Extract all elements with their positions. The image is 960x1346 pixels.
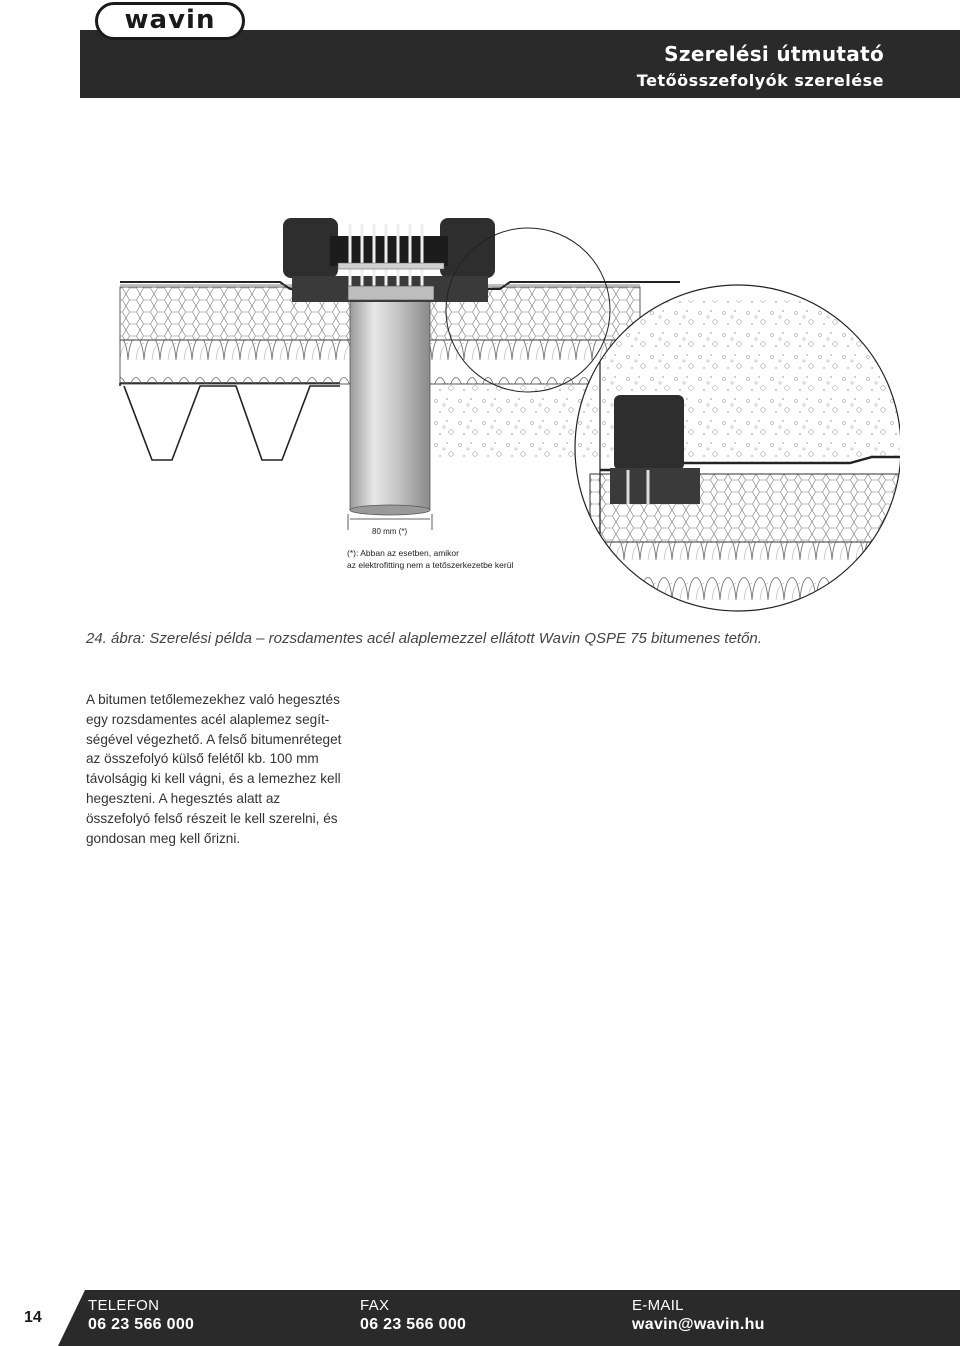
body-line: hegeszteni. A hegesztés alatt az (86, 790, 281, 806)
figure-caption: 24. ábra: Szerelési példa – rozsdamentes acél alaplemezzel ellátott Wavin QSPE 75 bitumenes tetőn. (86, 630, 762, 647)
figure-note-line: az elektrofitting nem a tetőszerkezetbe kerül (347, 560, 514, 570)
body-line: A bitumen tetőlemezekhez való hegesztés (86, 692, 340, 707)
body-paragraph (86, 690, 356, 848)
page-subtitle: Tetőösszefolyók szerelése (636, 71, 884, 90)
page-title: Szerelési útmutató (664, 42, 884, 66)
drain-body-left (283, 218, 338, 278)
fax-value: 06 23 566 000 (360, 1316, 467, 1333)
steel-deck (120, 383, 340, 460)
figure-note-line: (*): Abban az esetben, amikor (347, 548, 459, 558)
phone-label: TELEFON (88, 1297, 160, 1314)
fax-label: FAX (360, 1297, 390, 1314)
page-number: 14 (24, 1309, 42, 1326)
leaf-guard-grate (350, 224, 422, 288)
body-line: az összefolyó külső felétől kb. 100 mm (86, 751, 319, 767)
wavin-logo (95, 2, 245, 40)
footer-email (632, 1297, 765, 1334)
logo-text: wavin (124, 5, 216, 35)
figure-note (347, 547, 513, 571)
drain-body-right (440, 218, 495, 278)
email-value: wavin@wavin.hu (632, 1316, 765, 1333)
email-label: E-MAIL (632, 1297, 684, 1314)
phone-value: 06 23 566 000 (88, 1316, 195, 1333)
body-line: egy rozsdamentes acél alaplemez segít- (86, 711, 330, 727)
body-line: összefolyó felső részeit le kell szerelni, és (86, 810, 338, 826)
footer-phone (88, 1297, 194, 1334)
footer-fax (360, 1297, 466, 1334)
body-line: ségével végezhető. A felső bitumenréteget (86, 731, 342, 747)
drain-pipe (350, 300, 430, 510)
body-line: gondosan meg kell őrizni. (86, 830, 241, 846)
dimension-label: 80 mm (*) (372, 527, 408, 536)
body-line: távolságig ki kell vágni, és a lemezhez kell (86, 771, 341, 787)
